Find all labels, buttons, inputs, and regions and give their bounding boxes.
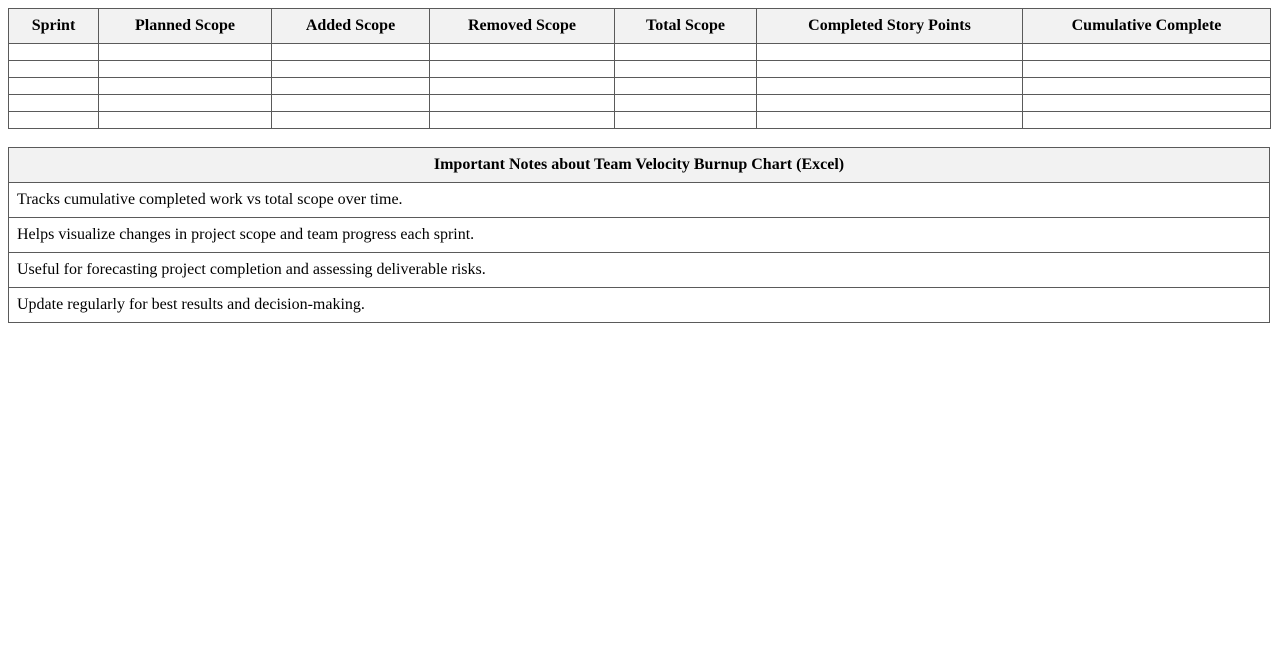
note-row xyxy=(9,253,1270,288)
note-item: Helps visualize changes in project scope and team progress each sprint. xyxy=(9,218,1270,253)
table-cell[interactable] xyxy=(430,44,615,61)
table-cell[interactable] xyxy=(757,78,1023,95)
note-item: Useful for forecasting project completion and assessing deliverable risks. xyxy=(9,253,1270,288)
table-row xyxy=(9,61,1271,78)
table-cell[interactable] xyxy=(1023,78,1271,95)
column-header-cumulative-complete: Cumulative Complete xyxy=(1023,9,1271,44)
column-header-sprint: Sprint xyxy=(9,9,99,44)
table-cell[interactable] xyxy=(9,61,99,78)
table-cell[interactable] xyxy=(615,95,757,112)
table-cell[interactable] xyxy=(615,61,757,78)
table-header-row xyxy=(9,9,1271,44)
table-cell[interactable] xyxy=(9,44,99,61)
note-row xyxy=(9,288,1270,323)
table-cell[interactable] xyxy=(9,112,99,129)
table-cell[interactable] xyxy=(99,61,272,78)
table-cell[interactable] xyxy=(99,95,272,112)
table-cell[interactable] xyxy=(272,61,430,78)
column-header-added-scope: Added Scope xyxy=(272,9,430,44)
table-cell[interactable] xyxy=(615,44,757,61)
table-row xyxy=(9,95,1271,112)
column-header-removed-scope: Removed Scope xyxy=(430,9,615,44)
table-cell[interactable] xyxy=(99,78,272,95)
table-row xyxy=(9,78,1271,95)
note-row xyxy=(9,218,1270,253)
column-header-total-scope: Total Scope xyxy=(615,9,757,44)
table-cell[interactable] xyxy=(430,61,615,78)
table-cell[interactable] xyxy=(615,78,757,95)
table-cell[interactable] xyxy=(1023,95,1271,112)
table-cell[interactable] xyxy=(272,95,430,112)
table-cell[interactable] xyxy=(272,44,430,61)
table-cell[interactable] xyxy=(99,112,272,129)
table-cell[interactable] xyxy=(9,95,99,112)
table-cell[interactable] xyxy=(757,95,1023,112)
table-cell[interactable] xyxy=(430,95,615,112)
burnup-data-table xyxy=(8,8,1271,129)
table-cell[interactable] xyxy=(430,78,615,95)
table-cell[interactable] xyxy=(1023,112,1271,129)
notes-title: Important Notes about Team Velocity Burnup Chart (Excel) xyxy=(9,148,1270,183)
column-header-planned-scope: Planned Scope xyxy=(99,9,272,44)
note-row xyxy=(9,183,1270,218)
table-cell[interactable] xyxy=(615,112,757,129)
table-row xyxy=(9,44,1271,61)
table-cell[interactable] xyxy=(430,112,615,129)
table-cell[interactable] xyxy=(757,112,1023,129)
table-cell[interactable] xyxy=(1023,44,1271,61)
table-cell[interactable] xyxy=(272,112,430,129)
table-cell[interactable] xyxy=(1023,61,1271,78)
note-item: Update regularly for best results and decision-making. xyxy=(9,288,1270,323)
table-cell[interactable] xyxy=(272,78,430,95)
note-item: Tracks cumulative completed work vs total scope over time. xyxy=(9,183,1270,218)
table-cell[interactable] xyxy=(9,78,99,95)
table-cell[interactable] xyxy=(99,44,272,61)
table-row xyxy=(9,112,1271,129)
table-cell[interactable] xyxy=(757,61,1023,78)
notes-header-row xyxy=(9,148,1270,183)
table-cell[interactable] xyxy=(757,44,1023,61)
column-header-completed-story-points: Completed Story Points xyxy=(757,9,1023,44)
notes-table xyxy=(8,147,1270,323)
